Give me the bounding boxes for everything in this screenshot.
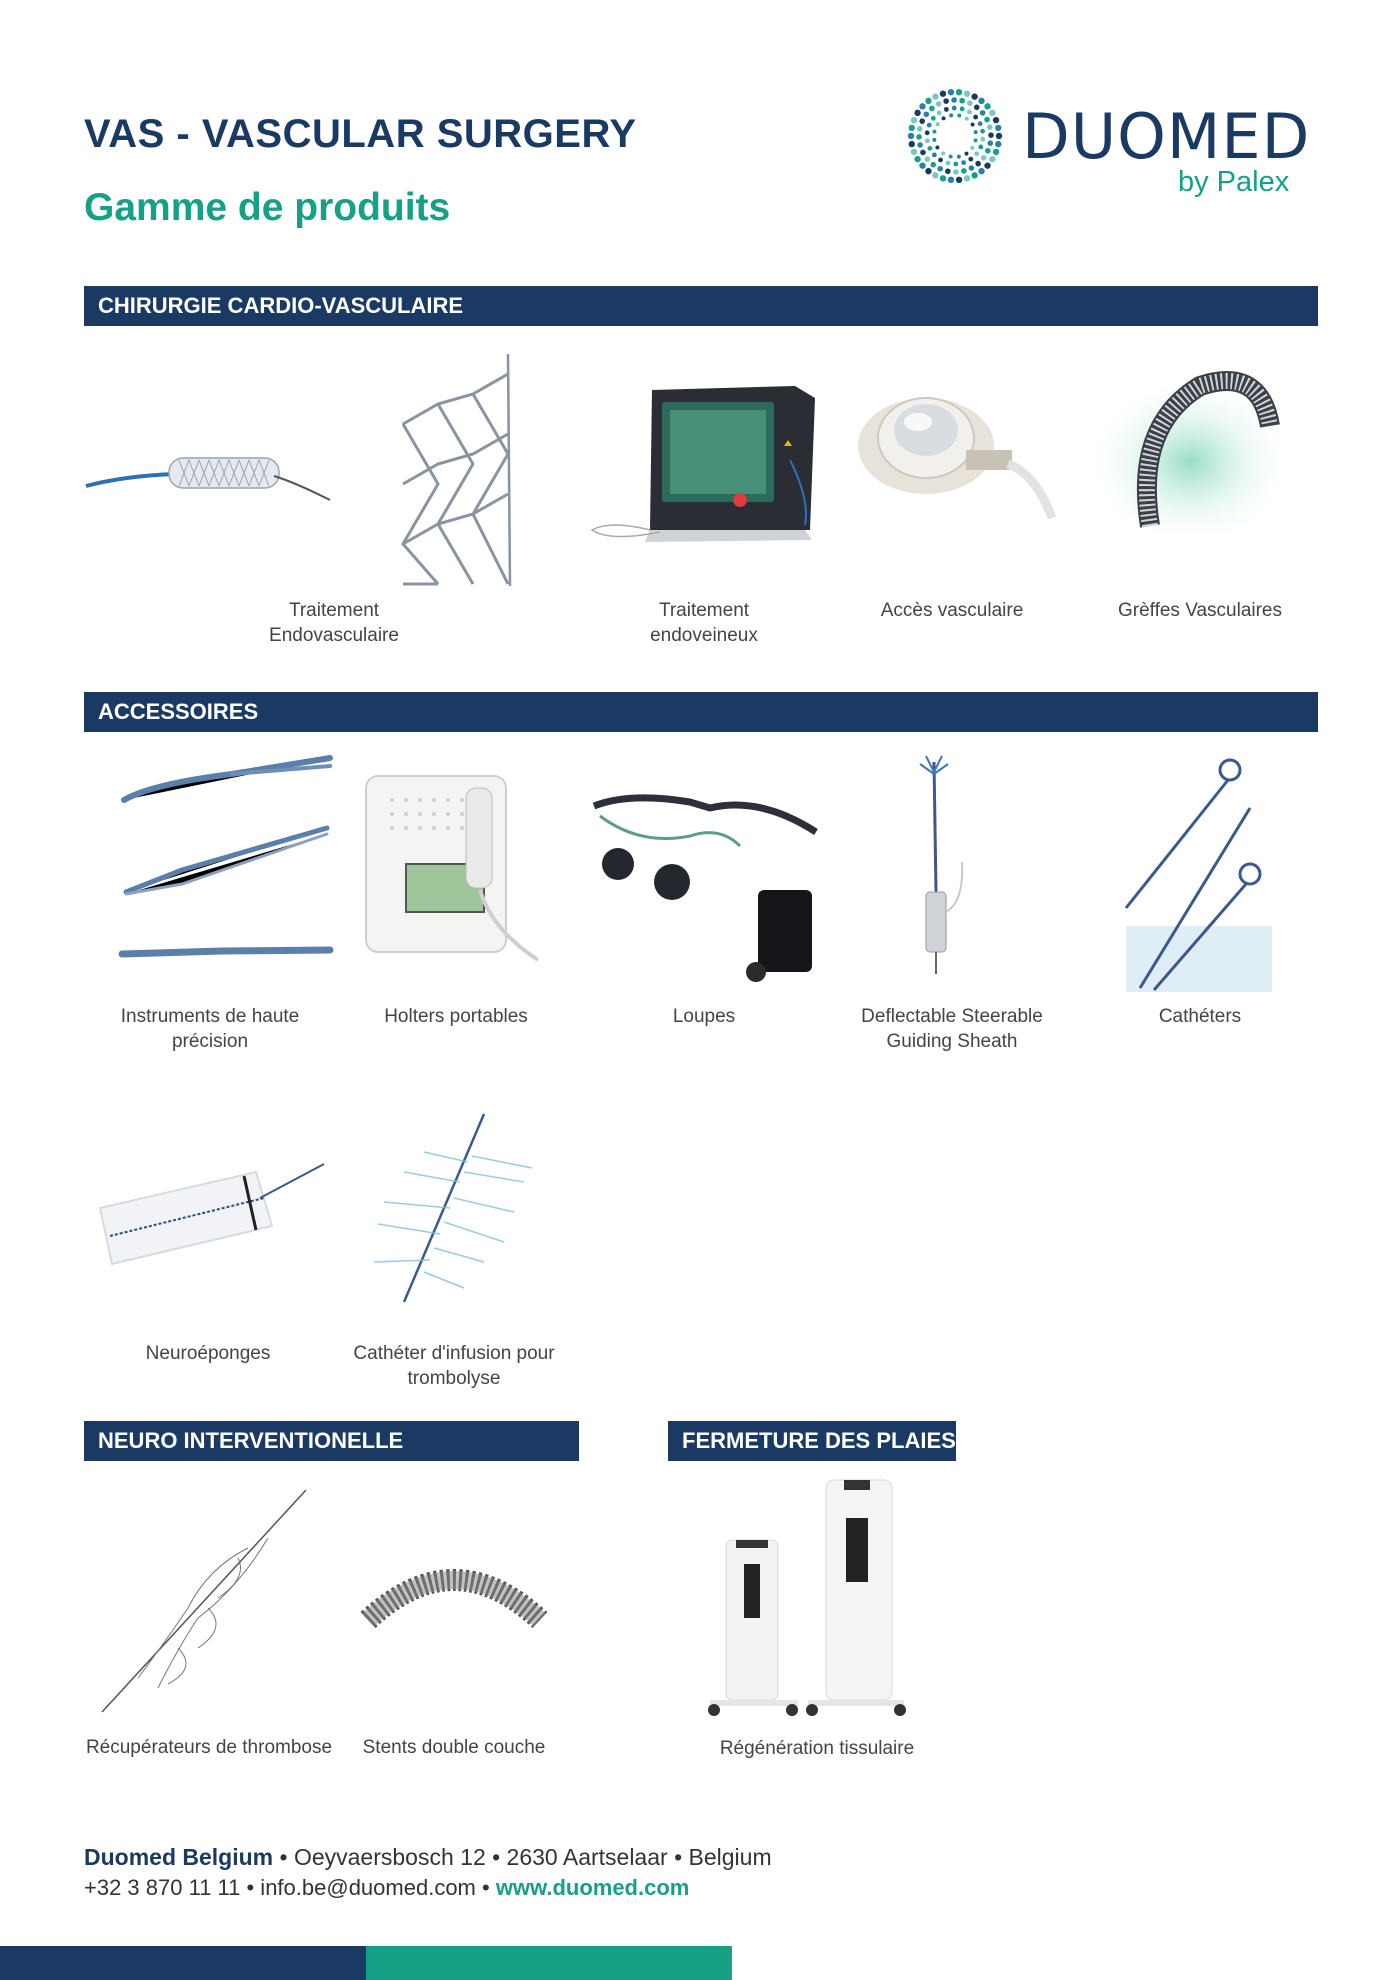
port-image <box>856 384 1056 522</box>
footer-website-link[interactable]: www.duomed.com <box>495 1875 690 1900</box>
footer-bar-navy <box>0 1946 366 1980</box>
infusion-catheter-image <box>364 1112 544 1304</box>
footer-address-line <box>84 1844 772 1871</box>
brand-name: DUOMED <box>1022 100 1311 173</box>
forceps-image <box>122 744 332 966</box>
section-header-fermeture: FERMETURE DES PLAIES <box>668 1421 956 1461</box>
caption-traitement-endoveineux: Traitement endoveineux <box>650 600 758 646</box>
mesh-stent-image <box>398 354 520 586</box>
section-header-neuro: NEURO INTERVENTIONELLE <box>84 1421 579 1461</box>
footer-address: • Oeyvaersbosch 12 • 2630 Aartselaar • Belgium <box>273 1844 772 1870</box>
footer-bar-teal <box>366 1946 732 1980</box>
sheath-image <box>912 752 984 978</box>
brand-tagline: by Palex <box>1178 166 1290 198</box>
caption-greffes-vasculaires: Grèffes Vasculaires <box>1117 600 1283 621</box>
section-header-accessoires: ACCESSOIRES <box>84 692 1318 732</box>
section-header-cardio: CHIRURGIE CARDIO-VASCULAIRE <box>84 286 1318 326</box>
caption-sheath: Deflectable Steerable Guiding Sheath <box>861 1006 1043 1052</box>
stent-graft-image <box>84 420 334 510</box>
caption-catheters: Cathéters <box>1158 1006 1242 1027</box>
page-title: VAS - VASCULAR SURGERY <box>84 112 637 156</box>
caption-neuroeponges: Neuroéponges <box>145 1343 271 1364</box>
caption-catheter-infusion: Cathéter d'infusion pour trombolyse <box>353 1343 555 1389</box>
caption-acces-vasculaire: Accès vasculaire <box>880 600 1024 621</box>
footer-company: Duomed Belgium <box>84 1844 274 1870</box>
npwt-units-image <box>704 1478 906 1720</box>
page-subtitle: Gamme de produits <box>84 186 451 229</box>
loupes-image <box>590 786 820 986</box>
catheters-image <box>1124 752 1276 994</box>
caption-instruments: Instruments de haute précision <box>120 1006 300 1052</box>
double-layer-stent-image <box>364 1560 544 1636</box>
caption-traitement-endovasculaire: Traitement Endovasculaire <box>269 600 399 646</box>
caption-loupes: Loupes <box>672 1006 736 1027</box>
doppler-image <box>362 770 558 972</box>
laser-console-image <box>590 380 820 548</box>
vascular-graft-image <box>1090 366 1302 548</box>
footer-contact: +32 3 870 11 11 • info.be@duomed.com • <box>84 1875 496 1900</box>
footer-contact-line <box>84 1875 689 1901</box>
caption-recuperateurs: Récupérateurs de thrombose <box>85 1737 333 1758</box>
thrombectomy-device-image <box>98 1488 308 1714</box>
caption-regeneration: Régénération tissulaire <box>719 1738 915 1759</box>
caption-stents-double-couche: Stents double couche <box>362 1737 546 1758</box>
dotted-ring-logo-icon <box>905 86 1005 186</box>
neurosponge-image <box>96 1156 328 1274</box>
caption-holters: Holters portables <box>384 1006 528 1027</box>
